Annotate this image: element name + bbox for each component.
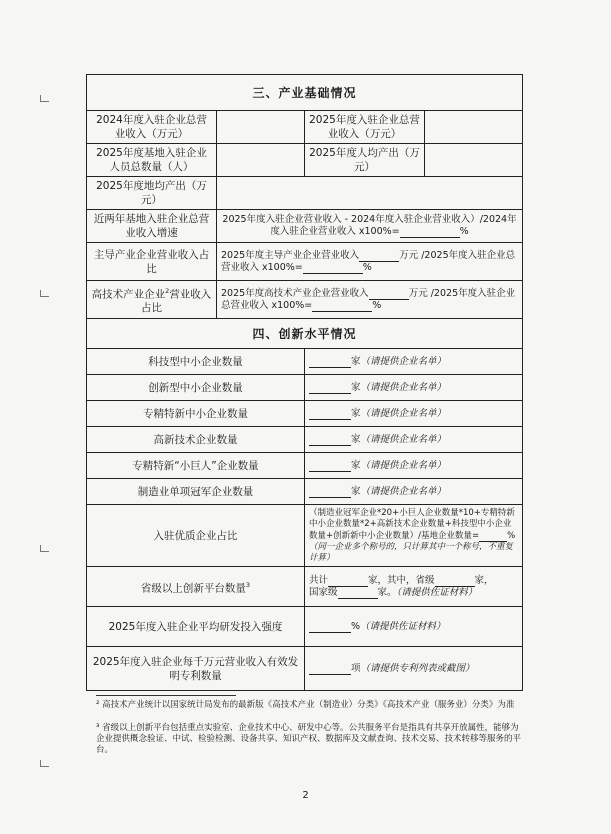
rd-intensity-blank[interactable] [309, 621, 351, 633]
revenue-growth-blank[interactable] [400, 226, 460, 238]
quality-share-blank[interactable] [479, 530, 507, 542]
binding-mark [40, 545, 49, 552]
label-2025-land-output: 2025年度地均产出（万元） [87, 177, 217, 210]
statistics-form-table [86, 74, 523, 691]
binding-mark [40, 95, 49, 102]
label-high-tech-enterprise-count: 高新技术企业数量 [87, 427, 305, 453]
label-2024-revenue: 2024年度入驻企业总营业收入（万元） [87, 111, 217, 144]
leading-industry-revenue-blank[interactable] [359, 250, 399, 262]
rd-intensity-entry [305, 607, 523, 647]
evidence-note: （请提供佐证材料） [396, 586, 478, 598]
label-rd-intensity: 2025年度入驻企业平均研发投入强度 [87, 607, 305, 647]
footnote-separator [96, 695, 236, 696]
platform-total-blank[interactable] [328, 575, 368, 587]
enterprise-list-note: （请提供企业名单） [360, 459, 447, 471]
jia-unit: 家 [351, 381, 361, 393]
platform-national-unit: 家。 [377, 586, 397, 598]
specialized-sme-count-blank[interactable] [309, 408, 351, 420]
evidence-note: （请提供佐证材料） [360, 620, 446, 632]
patent-density-blank[interactable] [309, 663, 351, 675]
high-tech-share-blank[interactable] [312, 300, 372, 312]
specialized-sme-count-entry [305, 401, 523, 427]
xiang-unit: 项 [351, 662, 361, 674]
label-single-champion-count: 制造业单项冠军企业数量 [87, 479, 305, 505]
high-tech-formula-b: /2025年度入驻企业总营业收入 x100%= [221, 287, 516, 311]
value-2024-revenue[interactable] [217, 111, 305, 144]
enterprise-list-note: （请提供企业名单） [360, 433, 447, 445]
enterprise-list-note: （请提供企业名单） [360, 485, 447, 497]
label-innovation-platform-count [87, 567, 305, 607]
label-leading-industry-share: 主导产业企业营业收入占比 [87, 243, 217, 281]
page-number: 2 [302, 790, 309, 801]
leading-industry-share-blank[interactable] [303, 262, 363, 274]
value-2025-staff[interactable] [217, 144, 305, 177]
label-tech-sme-count: 科技型中小企业数量 [87, 349, 305, 375]
leading-industry-formula [217, 243, 523, 281]
platform-national-blank[interactable] [338, 587, 378, 599]
leading-industry-formula-a: 2025年度主导产业企业营业收入 [221, 249, 360, 261]
label-little-giant-count: 专精特新“小巨人”企业数量 [87, 453, 305, 479]
value-2025-revenue[interactable] [425, 111, 523, 144]
innovative-sme-count-entry [305, 375, 523, 401]
high-tech-enterprise-count-blank[interactable] [309, 434, 351, 446]
little-giant-count-blank[interactable] [309, 460, 351, 472]
section-title-industry-basis: 三、产业基础情况 [87, 75, 523, 111]
binding-mark [40, 760, 49, 767]
binding-mark [40, 290, 49, 297]
high-tech-label-a: 高技术产业企业 [91, 288, 166, 301]
jia-unit: 家 [351, 459, 361, 471]
label-high-tech-share [87, 281, 217, 319]
single-champion-count-blank[interactable] [309, 486, 351, 498]
enterprise-list-note: （请提供企业名单） [360, 381, 447, 393]
innovative-sme-count-blank[interactable] [309, 382, 351, 394]
platform-national-label: 国家级 [309, 586, 338, 598]
label-quality-enterprise-share: 入驻优质企业占比 [87, 505, 305, 567]
leading-industry-formula-b: /2025年度入驻企业总营业收入 x100%= [221, 249, 516, 273]
value-2025-output-per-capita[interactable] [425, 144, 523, 177]
jia-unit: 家 [351, 355, 361, 367]
label-revenue-growth: 近两年基地入驻企业总营业收入增速 [87, 210, 217, 243]
footnote-ref-2: 2 [165, 286, 170, 295]
label-2025-staff: 2025年度基地入驻企业人员总数量（人） [87, 144, 217, 177]
footnote-3: ³ 省级以上创新平台包括重点实验室、企业技术中心、研发中心等。公共服务平台是指具有共享开放属性，能够为企业提供概念验证、中试、检验检测、设备共享、知识产权、数据库及文献查询、技术交易、技术转移等服务的平台。 [96, 723, 522, 755]
enterprise-list-note: （请提供企业名单） [360, 355, 447, 367]
enterprise-list-note: （请提供企业名单） [360, 407, 447, 419]
revenue-growth-formula-text: 2025年度入驻企业营业收入 - 2024年度入驻企业营业收入）/2024年度入驻企业营业收入 x100%= [222, 214, 517, 237]
little-giant-count-entry [305, 453, 523, 479]
high-tech-formula [217, 281, 523, 319]
jia-unit: 家 [351, 433, 361, 445]
high-tech-revenue-blank[interactable] [369, 288, 409, 300]
wan-yuan-unit: 万元 [408, 287, 428, 299]
single-champion-count-entry [305, 479, 523, 505]
label-2025-revenue: 2025年度入驻企业总营业收入（万元） [305, 111, 425, 144]
label-patent-density: 2025年度入驻企业每千万元营业收入有效发明专利数量 [87, 647, 305, 691]
footnote-2: ² 高技术产业统计以国家统计局发布的最新版《高技术产业（制造业）分类》《高技术产业（服务业）分类》为准 [96, 700, 515, 710]
high-tech-enterprise-count-entry [305, 427, 523, 453]
tech-sme-count-blank[interactable] [309, 356, 351, 368]
jia-unit: 家 [351, 407, 361, 419]
label-innovative-sme-count: 创新型中小企业数量 [87, 375, 305, 401]
footnote-ref-3: 3 [245, 580, 251, 589]
platform-provincial-blank[interactable] [435, 575, 475, 587]
patent-density-entry [305, 647, 523, 691]
platform-provincial-label: 家，其中，省级 [368, 574, 435, 586]
percent-unit: % [362, 261, 372, 273]
platform-label-text: 省级以上创新平台数量 [140, 582, 246, 595]
platform-provincial-unit: 家， [474, 574, 494, 586]
innovation-platform-entry [305, 567, 523, 607]
percent-unit: % [459, 226, 469, 237]
platform-total-label: 共计 [309, 574, 329, 586]
jia-unit: 家 [351, 485, 361, 497]
quality-note: （同一企业多个称号的，只计算其中一个称号，不重复计算） [309, 541, 514, 563]
revenue-growth-formula [217, 210, 523, 243]
high-tech-label-b: 营业收入占比 [141, 288, 212, 315]
high-tech-formula-a: 2025年度高技术产业企业营业收入 [221, 287, 369, 299]
value-2025-land-output[interactable] [217, 177, 523, 210]
wan-yuan-unit: 万元 [399, 249, 419, 261]
label-specialized-sme-count: 专精特新中小企业数量 [87, 401, 305, 427]
percent-unit: % [507, 530, 516, 541]
percent-unit: % [351, 620, 361, 632]
tech-sme-count-entry [305, 349, 523, 375]
section-title-innovation: 四、创新水平情况 [87, 319, 523, 349]
quality-enterprise-formula [305, 505, 523, 567]
percent-unit: % [372, 299, 382, 311]
label-2025-output-per-capita: 2025年度人均产出（万元） [305, 144, 425, 177]
quality-formula-text: （制造业冠军企业*20+小巨人企业数量*10+专精特新中小企业数量*2+高新技术企业数量+科技型中小企业数量+创新新中小企业数量）/基地企业数量= [309, 507, 515, 541]
patent-list-note: （请提供专利列表或截图） [360, 662, 475, 674]
